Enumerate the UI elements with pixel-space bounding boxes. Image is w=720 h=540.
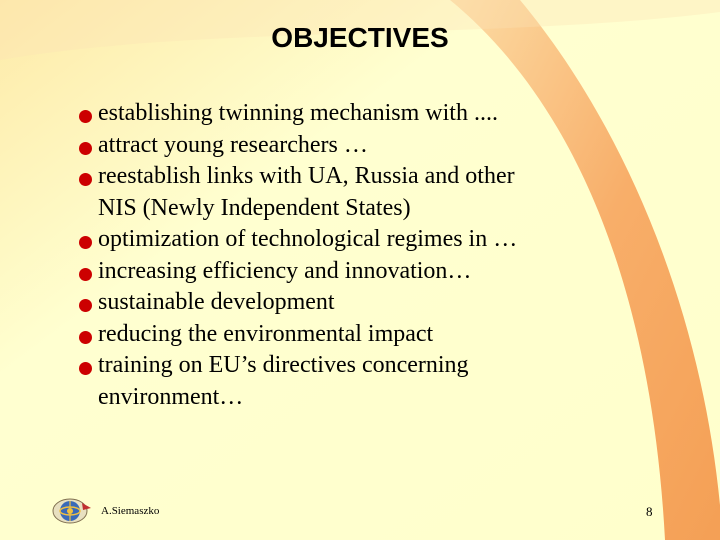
- bullet-text: establishing twinning mechanism with ....: [98, 100, 498, 126]
- bullet-dot-icon: [79, 268, 92, 281]
- bullet-dot-icon: [79, 142, 92, 155]
- bullet-dot-icon: [79, 362, 92, 375]
- bullet-dot-icon: [79, 236, 92, 249]
- bullet-text: attract young researchers …: [98, 131, 368, 158]
- objectives-list: [78, 98, 658, 413]
- bullet-text: sustainable development: [98, 289, 335, 315]
- bullet-dot-icon: [79, 110, 92, 123]
- bullet-text: NIS (Newly Independent States): [98, 194, 411, 221]
- bullet-text: reestablish links with UA, Russia and other: [98, 163, 515, 189]
- bullet-text: training on EU’s directives concerning: [98, 352, 469, 378]
- slide-title: OBJECTIVES: [271, 22, 449, 53]
- bullet-item: [78, 287, 658, 319]
- bullet-item: [78, 256, 658, 288]
- bullet-item: [78, 98, 658, 130]
- bullet-text: increasing efficiency and innovation…: [98, 257, 472, 284]
- bullet-item: [78, 224, 658, 256]
- bullet-text: environment…: [98, 383, 244, 410]
- bullet-dot-icon: [79, 299, 92, 312]
- bullet-item: [78, 350, 658, 413]
- bullet-item: [78, 130, 658, 162]
- author-name: A.Siemaszko: [101, 505, 160, 517]
- bullet-dot-icon: [79, 331, 92, 344]
- bullet-dot-icon: [79, 173, 92, 186]
- globe-logo-icon: [52, 494, 92, 528]
- page-number: 8: [646, 504, 653, 519]
- bullet-item: [78, 319, 658, 351]
- bullet-item: [78, 161, 658, 224]
- bullet-text: reducing the environmental impact: [98, 320, 434, 347]
- bullet-text: optimization of technological regimes in …: [98, 226, 518, 252]
